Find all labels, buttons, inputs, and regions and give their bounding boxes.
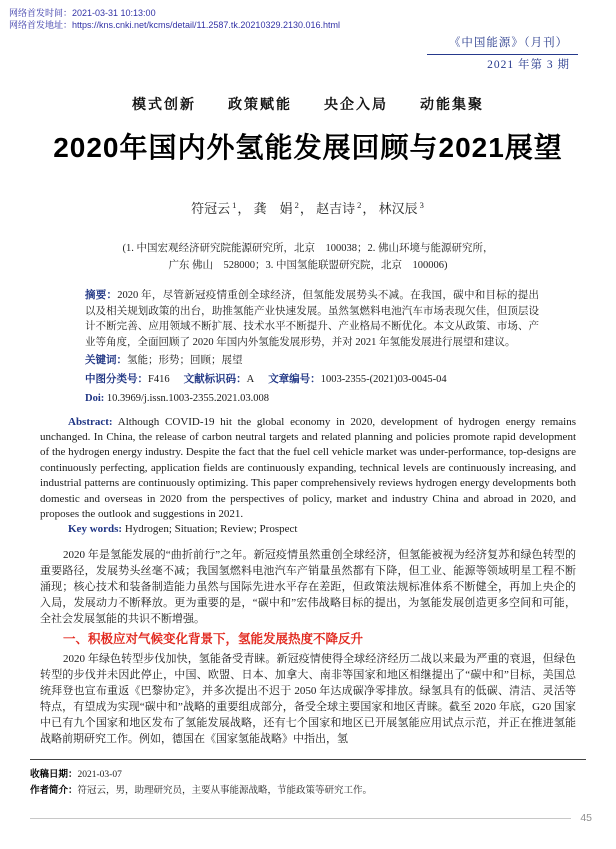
section-1-heading: 一、积极应对气候变化背景下，氢能发展热度不降反升 <box>63 631 364 646</box>
abstract-cn-block <box>85 288 539 407</box>
author-affiliation-sup: 1 <box>232 200 237 210</box>
journal-issue: 2021 年第 3 期 <box>487 59 570 71</box>
journal-info <box>427 36 578 73</box>
received-date-line: 收稿日期：2021-03-07 <box>30 769 122 780</box>
journal-name: 《中国能源》（月刊） <box>427 36 578 55</box>
author: 符冠云 $^1$， <box>191 200 251 217</box>
article-body <box>40 547 576 747</box>
affiliation-line: 广东 佛山 528000；3. 中国氢能联盟研究院，北京 100006) <box>168 259 448 271</box>
doi-label: Doi: <box>85 393 105 405</box>
publish-time-line: 网络首发时间：2021-03-31 10:13:00 <box>9 8 156 18</box>
author: 林汉辰 $^3$ <box>378 200 424 217</box>
affiliation-line: (1. 中国宏观经济研究院能源研究所，北京 100038；2. 佛山环境与能源研究所， <box>122 243 494 255</box>
author-affiliation-sup: 3 <box>419 200 424 210</box>
abstract-en: Abstract: Although COVID-19 hit the global economy in 2020, development of hydrogen energy remains unchanged. In China, the release of carbon neutral targets and related planning and policies promote rapid development of the hydrogen energy industry. Despite the fact that the fuel cell vehicle market was under-performance, top-designs are continuously perfecting, application fields are continuously expanding, technical levels are continuously increasing, and industrial patterns are continuously optimizing. This paper comprehensively reviews hydrogen energy developments both domestic and overseas in 2020 from the perspectives of policy, market and industry China and abroad in 2020, and proposes the outlook and suggestions in 2021. <box>40 415 576 520</box>
authors-line <box>40 196 576 218</box>
author-bio-label: 作者简介： <box>30 785 78 796</box>
article-id-label: 文章编号： <box>268 374 321 386</box>
received-date-label: 收稿日期： <box>30 769 78 780</box>
footnote-block <box>30 759 586 799</box>
publish-url-line: 网络首发地址：https://kns.cnki.net/kcms/detail/11.2587.tk.20210329.2130.016.html <box>9 20 341 30</box>
keywords-cn: 关键词：氢能；形势；回顾；展望 <box>85 354 243 366</box>
affiliations <box>40 241 576 274</box>
cnki-prepublish-header <box>9 7 340 31</box>
keywords-en-label: Key words: <box>68 523 123 536</box>
clc-label: 中图分类号： <box>85 374 148 386</box>
keywords-cn-label: 关键词： <box>85 354 127 366</box>
document-code-label: 文献标识码： <box>183 374 247 386</box>
author-bio-line: 作者简介：符冠云，男，助理研究员，主要从事能源战略，节能政策等研究工作。 <box>30 785 373 796</box>
author-affiliation-sup: 2 <box>294 200 299 210</box>
intro-paragraph: 2020 年是氢能发展的“曲折前行”之年。新冠疫情虽然重创全球经济，但氢能被视为经济复苏和绿色转型的重要路径，发展势头丝毫不减；我国氢燃料电池汽车产销量虽然都有下降，但工业、能源等领域明星工程不断涌现；核心技术和装备制造能力虽然与国际先进水平存在差距，但政策法规标准体系不断健全，再加上央企的入局，发展动力不断释放。更为重要的是，“碳中和”宏伟战略目标的提出，为氢能发展创造更多空间和可能，全社会发展氢能的共识不断增强。 <box>40 548 576 625</box>
keywords-en: Key words: Hydrogen; Situation; Review; Prospect <box>68 523 298 536</box>
page-footer <box>30 812 592 824</box>
article-title: 2020年国内外氢能发展回顾与2021展望 <box>53 132 563 163</box>
author: 龚 娟 $^2$， <box>253 200 313 217</box>
doi-line: Doi: 10.3969/j.issn.1003-2355.2021.03.008 <box>85 393 270 405</box>
abstract-cn: 摘要：2020 年，尽管新冠疫情重创全球经济，但氢能发展势头不减。在我国，碳中和目标的提出以及相关规划政策的出台，助推氢能产业快速发展。虽然氢燃料电池汽车市场表现欠佳，但顶层设计不断完善、应用领域不断扩展、技术水平不断提升、产业格局不断优化。本文从政策、市场、产业等角度，全面回顾了 2020 年国内外氢能发展形势，并对 2021 年氢能发展进行展望和建议。 <box>85 290 540 348</box>
abstract-en-block <box>40 415 576 538</box>
section-1-paragraph: 2020 年绿色转型步伐加快，氢能备受青睐。新冠疫情使得全球经济经历二战以来最为严重的衰退，但绿色转型的步伐并未因此停止，中国、欧盟、日本、加拿大、南非等国家和地区相继提出了“碳中和”目标，美国总统拜登也宣布重返《巴黎协定》，并多次提出不迟于 2050 年达成碳净零排放。绿氢具有的低碳、清洁、灵活等特点，有望成为实现“碳中和”战略的重要组成部分，备受全球主要国家和地区青睐。截至 2020 年底，G20 国家中已有九个国家和地区发布了氢能发展战略，还有七个国家和地区已开展氢能应用试点示范，并正在推进氢能战略前期研究工作。例如，德国在《国家氢能战略》中指出，氢 <box>40 652 576 745</box>
footer-rule <box>30 818 571 819</box>
classification-line: 中图分类号：F416 文献标识码：A 文章编号：1003-2355-(2021)03-0045-04 <box>85 374 447 386</box>
abstract-cn-label: 摘要： <box>85 290 118 302</box>
abstract-en-label: Abstract: <box>68 415 113 428</box>
article-tagline: 模式创新 政策赋能 央企入局 动能集聚 <box>132 98 484 113</box>
page-number: 45 <box>580 812 592 824</box>
author-affiliation-sup: 2 <box>357 200 362 210</box>
author: 赵吉诗 $^2$， <box>316 200 376 217</box>
